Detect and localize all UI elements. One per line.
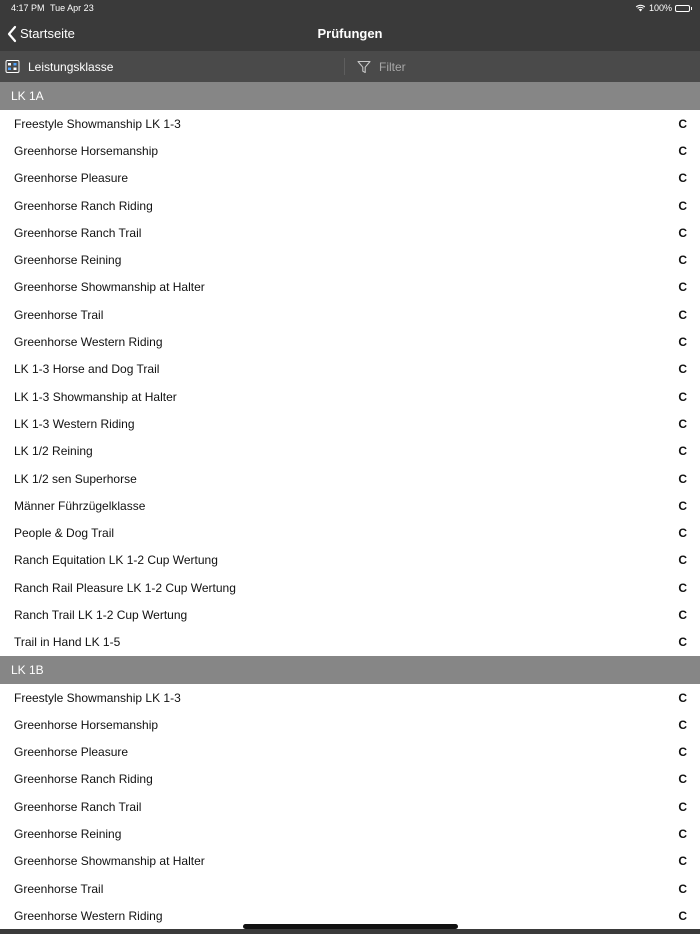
exam-name: Greenhorse Pleasure	[14, 171, 129, 186]
list-item[interactable]	[0, 192, 700, 219]
section-lk-1b	[0, 656, 700, 930]
back-button-label: Startseite	[20, 26, 75, 41]
exam-grade: C	[678, 444, 687, 459]
list-item[interactable]	[0, 274, 700, 301]
exam-grade: C	[678, 799, 687, 814]
exam-name: Greenhorse Trail	[14, 881, 104, 896]
status-bar	[0, 0, 700, 16]
battery-percent: 100%	[648, 3, 672, 13]
exam-grade: C	[678, 116, 687, 131]
exam-grade: C	[678, 827, 687, 842]
section-lk-1a	[0, 82, 700, 656]
list-item[interactable]	[0, 438, 700, 465]
exam-name: Greenhorse Ranch Riding	[14, 198, 153, 213]
list-item[interactable]	[0, 383, 700, 410]
navigation-bar	[0, 16, 700, 51]
exam-name: Ranch Rail Pleasure LK 1-2 Cup Wertung	[14, 580, 236, 595]
list-item[interactable]	[0, 246, 700, 273]
exam-name: Männer Führzügelklasse	[14, 498, 146, 513]
exam-name: Freestyle Showmanship LK 1-3	[14, 116, 181, 131]
list-item[interactable]	[0, 848, 700, 875]
filter-icon	[357, 60, 371, 74]
list-item[interactable]	[0, 165, 700, 192]
exam-grade: C	[678, 389, 687, 404]
exam-name: Greenhorse Western Riding	[14, 908, 163, 923]
exam-grade: C	[678, 690, 687, 705]
list-item[interactable]	[0, 410, 700, 437]
exam-name: Greenhorse Showmanship at Halter	[14, 854, 205, 869]
home-indicator[interactable]	[243, 924, 458, 929]
list-item[interactable]	[0, 519, 700, 546]
exam-name: Freestyle Showmanship LK 1-3	[14, 690, 181, 705]
list-item[interactable]	[0, 820, 700, 847]
page-title: Prüfungen	[317, 26, 383, 41]
exam-grade: C	[678, 171, 687, 186]
battery-icon	[675, 5, 690, 12]
exam-name: People & Dog Trail	[14, 526, 115, 541]
list-item[interactable]	[0, 766, 700, 793]
list-item[interactable]	[0, 137, 700, 164]
exam-name: Trail in Hand LK 1-5	[14, 635, 121, 650]
list-item[interactable]	[0, 574, 700, 601]
exam-grade: C	[678, 225, 687, 240]
exam-grade: C	[678, 881, 687, 896]
list-item[interactable]	[0, 629, 700, 656]
exam-name: Greenhorse Reining	[14, 253, 122, 268]
bottom-bar	[0, 929, 700, 934]
list-item[interactable]	[0, 328, 700, 355]
filter-field	[345, 51, 700, 82]
list-item[interactable]	[0, 547, 700, 574]
exam-grade: C	[678, 772, 687, 787]
exam-name: Ranch Trail LK 1-2 Cup Wertung	[14, 607, 188, 622]
chevron-left-icon	[6, 25, 18, 43]
exam-name: LK 1-3 Horse and Dog Trail	[14, 362, 160, 377]
list-item[interactable]	[0, 711, 700, 738]
status-date: Tue Apr 23	[50, 3, 94, 13]
exam-grade: C	[678, 143, 687, 158]
exam-list	[0, 82, 700, 930]
list-item[interactable]	[0, 875, 700, 902]
exam-name: Greenhorse Ranch Trail	[14, 799, 142, 814]
exam-grade: C	[678, 580, 687, 595]
section-header: LK 1A	[0, 82, 700, 110]
exam-grade: C	[678, 526, 687, 541]
category-selector[interactable]	[0, 51, 344, 82]
list-item[interactable]	[0, 301, 700, 328]
exam-grade: C	[678, 854, 687, 869]
status-time: 4:17 PM	[11, 3, 45, 13]
exam-grade: C	[678, 745, 687, 760]
back-button[interactable]	[6, 16, 75, 51]
section-header: LK 1B	[0, 656, 700, 684]
exam-name: LK 1-3 Showmanship at Halter	[14, 389, 177, 404]
list-item[interactable]	[0, 601, 700, 628]
list-item[interactable]	[0, 219, 700, 246]
exam-name: Greenhorse Reining	[14, 827, 122, 842]
exam-grade: C	[678, 553, 687, 568]
filter-input[interactable]	[379, 60, 679, 74]
exam-grade: C	[678, 362, 687, 377]
exam-grade: C	[678, 908, 687, 923]
status-indicators	[635, 3, 690, 13]
exam-name: Greenhorse Western Riding	[14, 335, 163, 350]
exam-grade: C	[678, 253, 687, 268]
category-label: Leistungsklasse	[28, 59, 114, 74]
exam-grade: C	[678, 717, 687, 732]
exam-name: LK 1/2 Reining	[14, 444, 93, 459]
list-item[interactable]	[0, 110, 700, 137]
exam-grade: C	[678, 607, 687, 622]
list-item[interactable]	[0, 492, 700, 519]
exam-name: Greenhorse Showmanship at Halter	[14, 280, 205, 295]
exam-name: Greenhorse Trail	[14, 307, 104, 322]
exam-name: Greenhorse Ranch Trail	[14, 225, 142, 240]
exam-name: LK 1/2 sen Superhorse	[14, 471, 137, 486]
exam-grade: C	[678, 307, 687, 322]
exam-name: Greenhorse Horsemanship	[14, 717, 159, 732]
list-item[interactable]	[0, 793, 700, 820]
exam-name: Greenhorse Pleasure	[14, 745, 129, 760]
category-icon	[5, 59, 20, 74]
list-item[interactable]	[0, 739, 700, 766]
exam-grade: C	[678, 635, 687, 650]
exam-name: LK 1-3 Western Riding	[14, 416, 135, 431]
exam-grade: C	[678, 280, 687, 295]
wifi-icon	[635, 4, 646, 12]
exam-name: Greenhorse Ranch Riding	[14, 772, 153, 787]
exam-grade: C	[678, 198, 687, 213]
list-item[interactable]	[0, 465, 700, 492]
list-item[interactable]	[0, 356, 700, 383]
list-item[interactable]	[0, 684, 700, 711]
exam-grade: C	[678, 416, 687, 431]
exam-name: Greenhorse Horsemanship	[14, 143, 159, 158]
exam-name: Ranch Equitation LK 1-2 Cup Wertung	[14, 553, 218, 568]
exam-grade: C	[678, 335, 687, 350]
filter-toolbar	[0, 51, 700, 82]
exam-grade: C	[678, 471, 687, 486]
exam-grade: C	[678, 498, 687, 513]
